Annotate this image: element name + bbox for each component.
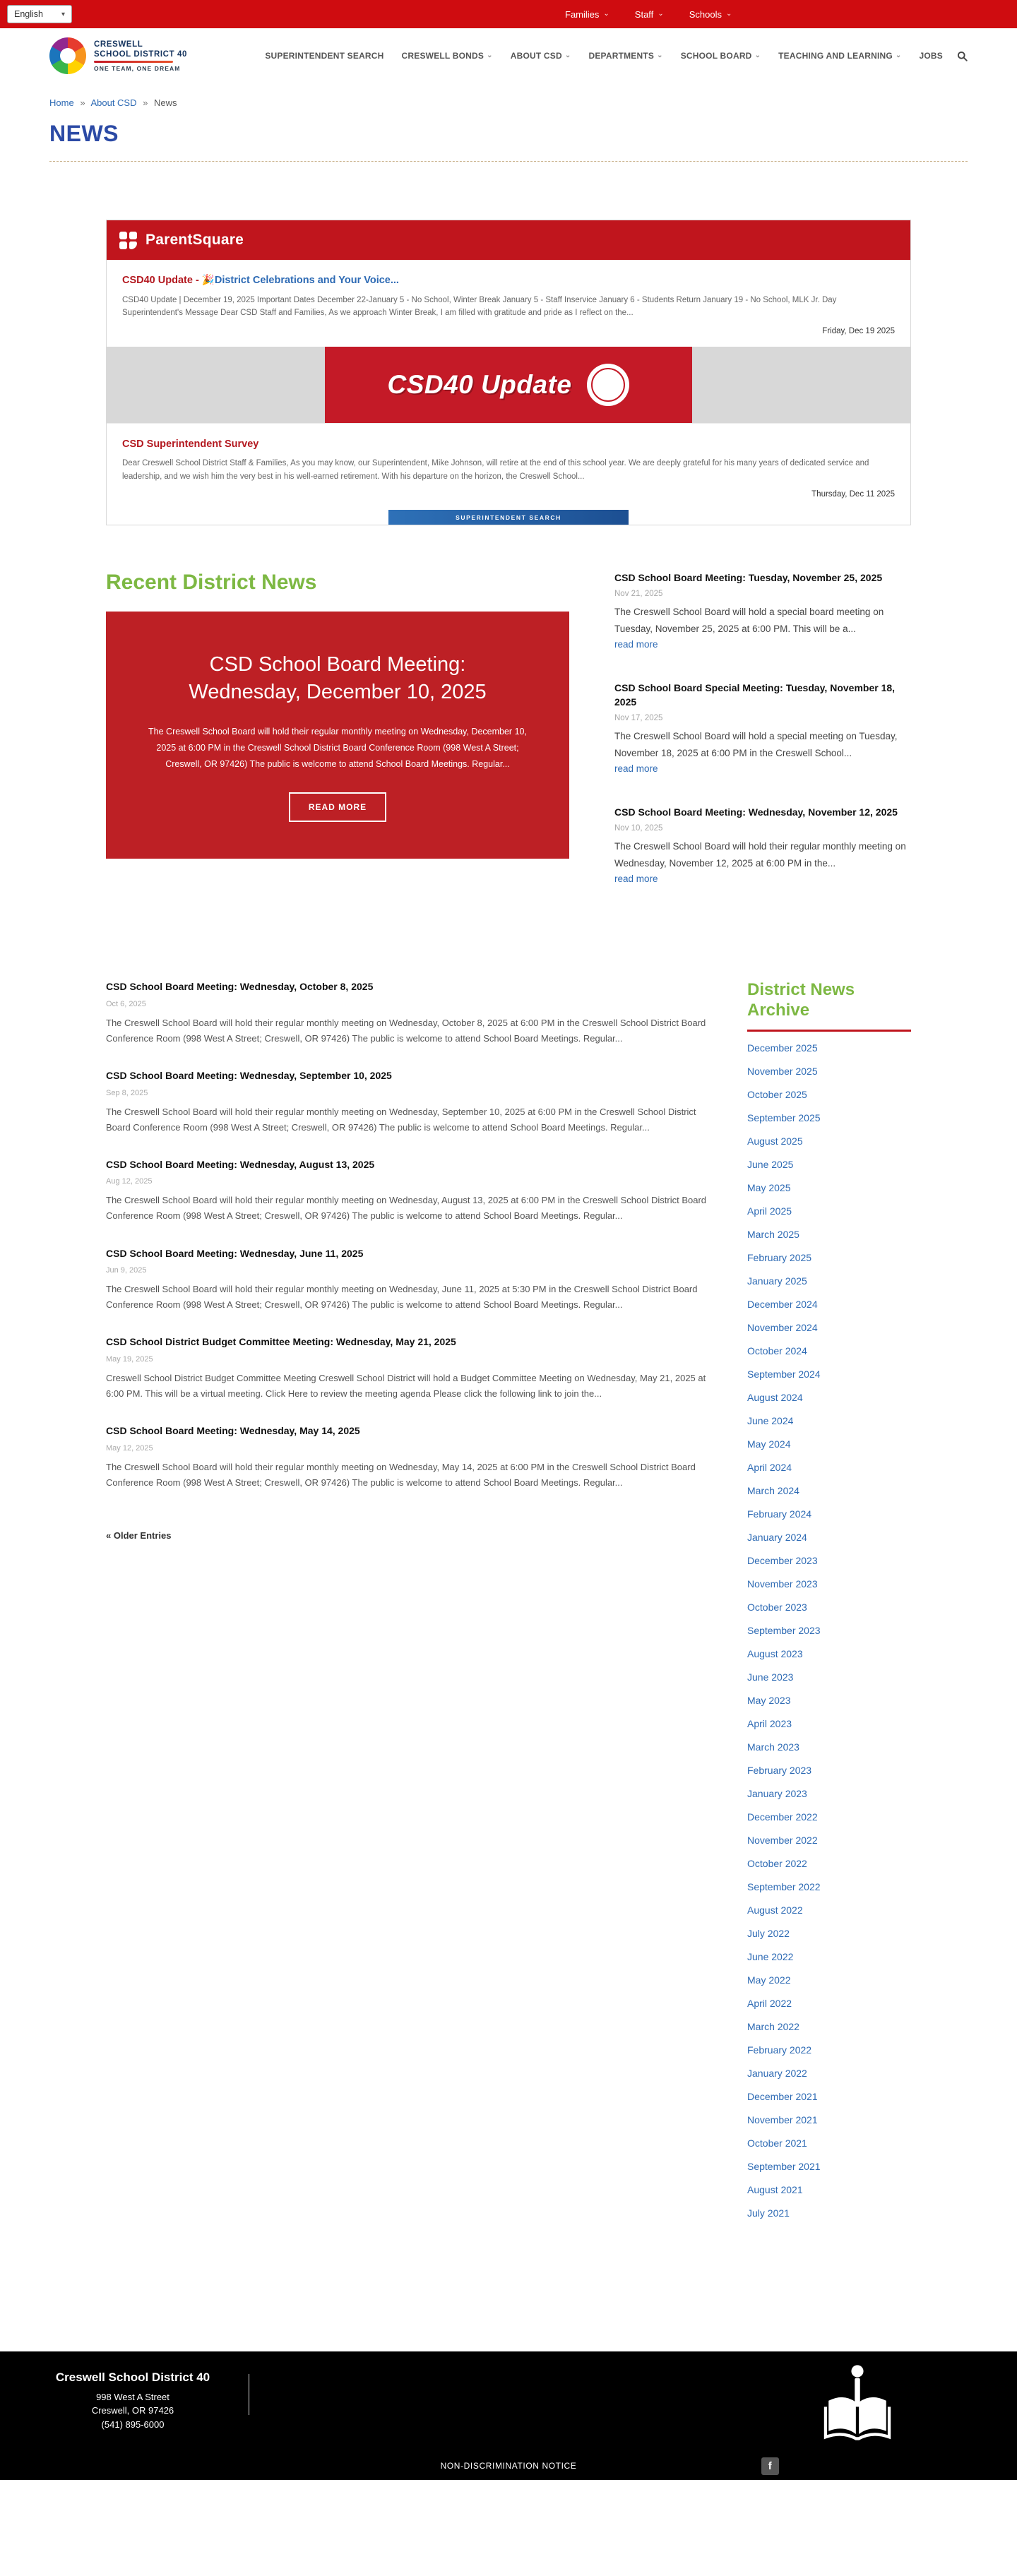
chevron-down-icon: ⌄: [658, 10, 664, 18]
parentsquare-icon: [119, 232, 137, 249]
breadcrumb-section: [49, 83, 968, 162]
archive-month-link[interactable]: November 2024: [747, 1321, 818, 1333]
archive-month-link[interactable]: August 2025: [747, 1135, 803, 1147]
article-date: May 12, 2025: [106, 1443, 153, 1453]
news-item-date: Nov 10, 2025: [614, 823, 663, 833]
top-bar-link[interactable]: [565, 9, 609, 20]
post-title[interactable]: [122, 274, 895, 287]
article-title[interactable]: CSD School Board Meeting: Wednesday, October 8, 2025: [106, 981, 374, 993]
district-book-logo-icon: [819, 2361, 896, 2445]
banner-text: SUPERINTENDENT SEARCH: [456, 513, 561, 521]
archive-month-link[interactable]: May 2025: [747, 1181, 791, 1193]
archive-month-link[interactable]: June 2023: [747, 1671, 794, 1683]
news-item-title[interactable]: CSD School Board Special Meeting: Tuesday, November 18, 2025: [614, 682, 896, 708]
parentsquare-header: [107, 220, 910, 260]
nav-item-label: JOBS: [919, 51, 943, 61]
archive-month-link[interactable]: April 2023: [747, 1717, 792, 1729]
article-item: [106, 1158, 710, 1224]
post-image: [388, 510, 629, 525]
district-logo[interactable]: [49, 37, 187, 74]
article-item: [106, 1335, 710, 1402]
archive-month-link[interactable]: July 2022: [747, 1927, 790, 1939]
post-date: Thursday, Dec 11 2025: [811, 490, 895, 499]
article-item: [106, 1247, 710, 1313]
csd40-update-banner: [325, 347, 692, 423]
language-select-value: English: [14, 9, 43, 19]
news-item-date: Nov 21, 2025: [614, 589, 663, 598]
article-date: Oct 6, 2025: [106, 999, 146, 1008]
articles-column: [106, 980, 710, 1542]
district-seal: [587, 364, 629, 406]
article-date: Jun 9, 2025: [106, 1266, 147, 1275]
archive-month-link[interactable]: November 2023: [747, 1578, 818, 1590]
article-excerpt: The Creswell School Board will hold their regular monthly meeting on Wednesday, May 14, 2025 at 6:00 PM in the Creswell School District Board Conference Room (998 West A Street; Creswell, OR 97426) The public is welcome to attend School Board Meetings. Regular...: [106, 1461, 696, 1488]
post-image: [107, 347, 910, 423]
article-excerpt: The Creswell School Board will hold their regular monthly meeting on Wednesday, June 11, 2025 at 5:30 PM in the Creswell School District Board Conference Room (998 West A Street; Creswell, OR 97426) The public is welcome to attend School Board Meetings. Regular...: [106, 1284, 698, 1311]
archive-month-link[interactable]: January 2022: [747, 2067, 807, 2079]
archive-month-link[interactable]: August 2024: [747, 1391, 803, 1403]
footer-bottom-bar: [0, 2453, 1017, 2480]
main-content: [106, 220, 911, 2351]
chevron-down-icon: ⌄: [895, 52, 902, 59]
news-item-title[interactable]: CSD School Board Meeting: Tuesday, November 25, 2025: [614, 572, 883, 584]
featured-post-excerpt: The Creswell School Board will hold their regular monthly meeting on Wednesday, December 10, 2025 at 6:00 PM in the Creswell School District Board Conference Room (998 West A Street; Creswell, OR 97426) The public is welcome to attend School Board Meetings. Regular...: [148, 726, 527, 769]
banner-text: CSD40 Update: [387, 369, 572, 399]
parentsquare-feed: [106, 220, 911, 525]
archive-month-link[interactable]: December 2023: [747, 1554, 818, 1566]
archive-month-link[interactable]: April 2025: [747, 1205, 792, 1217]
feed-post: [107, 423, 910, 525]
top-bar-link-label: Families: [565, 8, 600, 20]
recent-news-section: [106, 571, 911, 915]
recent-news-item: [614, 805, 911, 886]
archive-month-link[interactable]: October 2025: [747, 1088, 807, 1100]
article-date: Aug 12, 2025: [106, 1177, 153, 1186]
archive-month-link[interactable]: September 2022: [747, 1880, 821, 1892]
archive-month-link[interactable]: February 2025: [747, 1251, 812, 1263]
archive-month-link[interactable]: March 2022: [747, 2020, 799, 2032]
language-select[interactable]: [7, 5, 72, 23]
non-discrimination-link[interactable]: NON-DISCRIMINATION NOTICE: [440, 2460, 577, 2471]
archive-month-link[interactable]: June 2022: [747, 1950, 794, 1962]
logo-swoosh: [94, 61, 173, 63]
archive-month-link[interactable]: March 2024: [747, 1484, 799, 1496]
article-title[interactable]: CSD School Board Meeting: Wednesday, May 14, 2025: [106, 1425, 360, 1437]
footer-contact: [44, 2370, 222, 2432]
archive-month-link[interactable]: August 2021: [747, 2183, 803, 2195]
article-date: May 19, 2025: [106, 1354, 153, 1364]
post-title-prefix: CSD40 Update -: [122, 275, 202, 286]
recent-news-list: [614, 571, 911, 915]
archive-month-link[interactable]: October 2021: [747, 2137, 807, 2149]
footer-address-line1: 998 West A Street: [96, 2391, 170, 2402]
article-excerpt: The Creswell School Board will hold their regular monthly meeting on Wednesday, September 10, 2025 at 6:00 PM in the Creswell School District Board Conference Room (998 West A Street; Creswell, OR 97426) The public is welcome to attend School Board Meetings. Regular...: [106, 1106, 696, 1133]
nav-item[interactable]: [778, 51, 901, 61]
news-item-excerpt: The Creswell School Board will hold a special board meeting on Tuesday, November 25, 2025 at 6:00 PM. This will be a...: [614, 606, 884, 634]
recent-news-item: [614, 571, 911, 651]
article-excerpt: The Creswell School Board will hold their regular monthly meeting on Wednesday, October 8, 2025 at 6:00 PM in the Creswell School District Board Conference Room (998 West A Street; Creswell, OR 97426) The public is welcome to attend School Board Meetings. Regular...: [106, 1017, 706, 1044]
parentsquare-brand: ParentSquare: [145, 232, 244, 248]
chevron-down-icon: ⌄: [564, 52, 571, 59]
archive-month-link[interactable]: April 2022: [747, 1997, 792, 2009]
archive-month-link[interactable]: January 2025: [747, 1275, 807, 1287]
main-nav: [265, 51, 943, 61]
featured-post-title: [138, 651, 537, 706]
page-title: NEWS: [49, 121, 968, 162]
post-date: Friday, Dec 19 2025: [822, 326, 895, 335]
nav-item-label: TEACHING AND LEARNING: [778, 51, 893, 61]
nav-item[interactable]: [402, 51, 493, 61]
nav-item[interactable]: [920, 51, 943, 61]
article-item: [106, 980, 710, 1046]
chevron-down-icon: ⌄: [603, 10, 609, 18]
featured-title-line2: Wednesday, December 10, 2025: [189, 681, 487, 704]
top-bar-link-label: Schools: [689, 8, 722, 20]
chevron-down-icon: ⌄: [725, 10, 732, 18]
nav-item-label: SCHOOL BOARD: [680, 51, 752, 61]
read-more-link[interactable]: read more: [614, 873, 658, 885]
archive-month-link[interactable]: July 2021: [747, 2207, 790, 2219]
news-item-excerpt: The Creswell School Board will hold a special meeting on Tuesday, November 18, 2025 at 6:00 PM in the Creswell School...: [614, 730, 898, 759]
archive-month-link[interactable]: August 2023: [747, 1647, 803, 1659]
post-excerpt: CSD40 Update | December 19, 2025 Important Dates December 22-January 5 - No School, Winter Break January 5 - Staff Inservice January 6 - Students Return January 19 - No School, MLK Jr. Day Superintendent's Message Dear CSD Staff and Families, As we approach Winter Break, I am filled with gratitude and pride as I reflect on the...: [122, 295, 837, 318]
news-item-excerpt: The Creswell School Board will hold their regular monthly meeting on Wednesday, November 12, 2025 at 6:00 PM in the...: [614, 840, 906, 869]
footer-phone: (541) 895-6000: [101, 2419, 165, 2430]
logo-tagline: ONE TEAM, ONE DREAM: [94, 65, 181, 73]
archive-month-link[interactable]: September 2025: [747, 1111, 821, 1123]
archive-month-link[interactable]: January 2023: [747, 1787, 807, 1799]
post-excerpt: Dear Creswell School District Staff & Families, As you may know, our Superintendent, Mike Johnson, will retire at the end of this school year. We are deeply grateful for his many years of dedicated service and leadership, and we wish him the very best in his well-earned retirement. With his departure on the horizon, the Creswell School...: [122, 459, 869, 481]
breadcrumb-separator: »: [143, 97, 148, 108]
archive-month-link[interactable]: February 2024: [747, 1508, 812, 1520]
older-entries-link[interactable]: « Older Entries: [106, 1530, 172, 1541]
nav-item-label: SUPERINTENDENT SEARCH: [265, 51, 384, 61]
read-more-link[interactable]: read more: [614, 763, 658, 775]
district-news-archive: [747, 980, 911, 2231]
archive-month-link[interactable]: September 2023: [747, 1624, 821, 1636]
top-bar-link[interactable]: [635, 9, 664, 20]
archive-month-link[interactable]: March 2023: [747, 1741, 799, 1753]
archive-month-link[interactable]: November 2025: [747, 1065, 818, 1077]
chevron-down-icon: ▾: [61, 10, 66, 18]
district-logo-icon: [49, 37, 86, 74]
nav-item[interactable]: [265, 51, 383, 61]
site-footer: [0, 2351, 1017, 2480]
breadcrumb-separator: »: [80, 97, 85, 108]
feed-post: [107, 260, 910, 338]
nav-item-label: ABOUT CSD: [510, 51, 562, 61]
article-item: [106, 1069, 710, 1135]
chevron-down-icon: ⌄: [487, 52, 493, 59]
nav-item-label: DEPARTMENTS: [588, 51, 655, 61]
archive-month-link[interactable]: May 2022: [747, 1974, 791, 1986]
article-title[interactable]: CSD School Board Meeting: Wednesday, September 10, 2025: [106, 1070, 392, 1081]
featured-title-line1: CSD School Board Meeting:: [209, 653, 466, 676]
read-more-link[interactable]: read more: [614, 639, 658, 650]
read-more-button[interactable]: READ MORE: [289, 792, 386, 822]
top-bar-link-label: Staff: [634, 8, 654, 20]
post-title-rest: 🎉District Celebrations and Your Voice...: [201, 275, 399, 286]
site-header: [0, 28, 1017, 83]
nav-item[interactable]: [588, 51, 662, 61]
footer-district-name: Creswell School District 40: [55, 2370, 210, 2384]
archive-heading: District News Archive: [747, 980, 911, 1032]
breadcrumb: [49, 97, 968, 108]
breadcrumb-about-link[interactable]: About CSD: [90, 97, 137, 108]
article-item: [106, 1424, 710, 1491]
archive-month-link[interactable]: September 2024: [747, 1368, 821, 1380]
nav-item[interactable]: [511, 51, 571, 61]
article-title[interactable]: CSD School District Budget Committee Meeting: Wednesday, May 21, 2025: [106, 1336, 456, 1348]
logo-line2: SCHOOL DISTRICT 40: [94, 50, 187, 59]
archive-month-link[interactable]: December 2025: [747, 1042, 818, 1054]
recent-news-heading: Recent District News: [106, 571, 317, 595]
footer-address: [44, 2390, 222, 2432]
archive-month-link[interactable]: December 2024: [747, 1298, 818, 1310]
archive-month-link[interactable]: November 2021: [747, 2113, 818, 2125]
chevron-down-icon: ⌄: [754, 52, 761, 59]
top-bar-links: [565, 0, 732, 28]
recent-news-featured-column: [106, 571, 569, 859]
archive-month-link[interactable]: February 2023: [747, 1764, 812, 1776]
search-icon[interactable]: [957, 51, 968, 61]
logo-line1: CRESWELL: [94, 40, 143, 49]
archive-month-link[interactable]: December 2022: [747, 1811, 818, 1823]
article-title[interactable]: CSD School Board Meeting: Wednesday, June 11, 2025: [106, 1247, 364, 1259]
archive-month-link[interactable]: June 2024: [747, 1414, 794, 1426]
news-item-date: Nov 17, 2025: [614, 713, 663, 722]
archive-month-link[interactable]: December 2021: [747, 2090, 818, 2102]
post-title[interactable]: CSD Superintendent Survey: [122, 438, 259, 450]
archive-month-link[interactable]: May 2024: [747, 1438, 791, 1450]
archive-month-link[interactable]: April 2024: [747, 1461, 792, 1473]
featured-post-card: [106, 612, 569, 859]
article-excerpt: The Creswell School Board will hold their regular monthly meeting on Wednesday, August 13, 2025 at 6:00 PM in the Creswell School District Board Conference Room (998 West A Street; Creswell, OR 97426) The public is welcome to attend School Board Meetings. Regular...: [106, 1195, 707, 1222]
chevron-down-icon: ⌄: [657, 52, 663, 59]
archive-month-link[interactable]: August 2022: [747, 1904, 803, 1916]
nav-item[interactable]: [681, 51, 761, 61]
facebook-icon[interactable]: f: [761, 2457, 779, 2475]
article-date: Sep 8, 2025: [106, 1088, 148, 1097]
article-excerpt: Creswell School District Budget Committee Meeting Creswell School District will hold a Budget Committee Meeting on Wednesday, May 21, 2025 at 6:00 PM. This will be a virtual meeting. Click Here to review the meeting agenda Please click the following link to join the...: [106, 1372, 706, 1400]
archive-month-link[interactable]: October 2023: [747, 1601, 807, 1613]
breadcrumb-home-link[interactable]: Home: [49, 97, 74, 108]
archive-list: [747, 1043, 911, 2218]
archive-month-link[interactable]: October 2022: [747, 1857, 807, 1869]
article-title[interactable]: CSD School Board Meeting: Wednesday, August 13, 2025: [106, 1158, 375, 1170]
district-logo-text: [94, 40, 187, 73]
top-bar: [0, 0, 1017, 28]
top-bar-link[interactable]: [689, 9, 732, 20]
footer-address-line2: Creswell, OR 97426: [91, 2405, 174, 2416]
nav-item-label: CRESWELL BONDS: [401, 51, 484, 61]
archive-month-link[interactable]: September 2021: [747, 2160, 821, 2172]
archive-month-link[interactable]: June 2025: [747, 1158, 794, 1170]
archive-month-link[interactable]: November 2022: [747, 1834, 818, 1846]
archive-month-link[interactable]: October 2024: [747, 1344, 807, 1356]
recent-news-item: [614, 681, 911, 775]
news-item-title[interactable]: CSD School Board Meeting: Wednesday, November 12, 2025: [614, 806, 898, 818]
breadcrumb-current: News: [153, 97, 177, 108]
archive-month-link[interactable]: February 2022: [747, 2044, 812, 2056]
articles-list: [106, 980, 710, 1491]
archive-month-link[interactable]: March 2025: [747, 1228, 799, 1240]
archive-month-link[interactable]: January 2024: [747, 1531, 807, 1543]
archive-month-link[interactable]: May 2023: [747, 1694, 791, 1706]
articles-section: [106, 980, 911, 2351]
